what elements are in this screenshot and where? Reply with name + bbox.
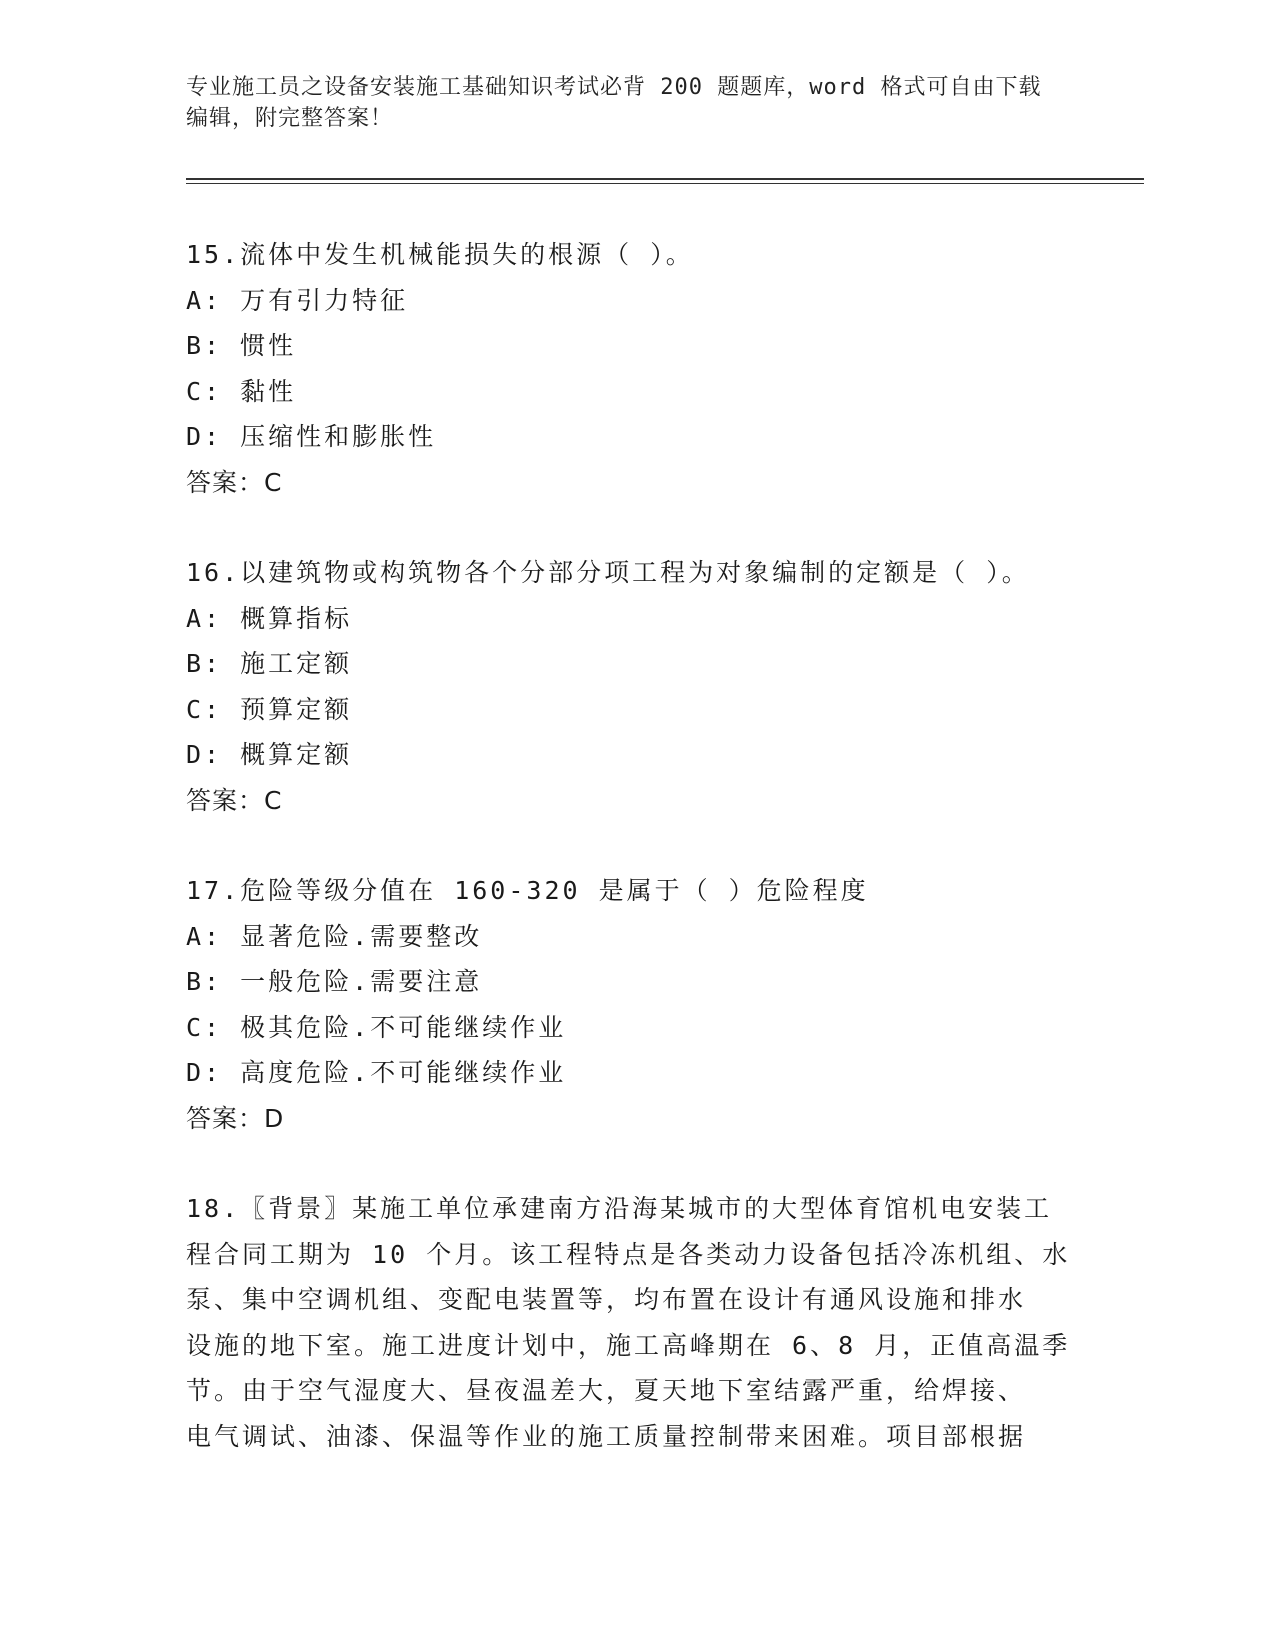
option-a: A: 万有引力特征: [186, 285, 409, 315]
option-c: C: 预算定额: [186, 694, 353, 724]
question-17: [186, 868, 1066, 1141]
question-list: [186, 232, 1071, 1459]
option-a: A: 概算指标: [186, 603, 353, 633]
question-stem: 17.危险等级分值在 160-320 是属于（ ）危险程度: [186, 876, 869, 905]
answer: 答案：C: [186, 785, 283, 815]
option-d: D: 高度危险.不可能继续作业: [186, 1058, 567, 1087]
document-header: [186, 72, 1066, 134]
question-18-line-6: 电气调试、油漆、保温等作业的施工质量控制带来困难。项目部根据: [186, 1421, 1027, 1451]
option-b: B: 施工定额: [186, 649, 353, 678]
option-d: D: 压缩性和膨胀性: [186, 422, 437, 451]
question-15: [186, 232, 1066, 505]
answer: 答案：C: [186, 467, 283, 497]
option-a: A: 显著危险.需要整改: [186, 921, 483, 951]
question-18-line-1: 18.〖背景〗某施工单位承建南方沿海某城市的大型体育馆机电安装工: [186, 1194, 1053, 1223]
question-stem: 15.流体中发生机械能损失的根源（ ）。: [186, 240, 694, 269]
option-c: C: 极其危险.不可能继续作业: [186, 1012, 567, 1042]
option-d: D: 概算定额: [186, 740, 353, 769]
question-18-line-5: 节。由于空气湿度大、昼夜温差大，夏天地下室结露严重，给焊接、: [186, 1376, 1027, 1405]
header-divider-thick: [186, 178, 1144, 180]
header-divider-thin: [186, 183, 1144, 184]
option-b: B: 一般危险.需要注意: [186, 967, 483, 996]
question-18-line-3: 泵、集中空调机组、变配电装置等，均布置在设计有通风设施和排水: [186, 1285, 1027, 1314]
spacer: [186, 823, 1066, 868]
question-18-line-4: 设施的地下室。施工进度计划中，施工高峰期在 6、8 月，正值高温季: [186, 1330, 1071, 1360]
question-stem: 16.以建筑物或构筑物各个分部分项工程为对象编制的定额是（ ）。: [186, 558, 1030, 587]
spacer: [186, 1141, 1066, 1186]
header-title-line-1: 专业施工员之设备安装施工基础知识考试必背 200 题题库，word 格式可自由下载: [186, 75, 1042, 100]
option-c: C: 黏性: [186, 376, 297, 406]
option-b: B: 惯性: [186, 331, 297, 360]
question-16: [186, 550, 1066, 823]
spacer: [186, 505, 1066, 550]
header-title-line-2: 编辑，附完整答案！: [186, 106, 394, 131]
question-18: [186, 1186, 1071, 1459]
question-18-line-2: 程合同工期为 10 个月。该工程特点是各类动力设备包括冷冻机组、水: [186, 1239, 1071, 1269]
answer: 答案：D: [186, 1103, 285, 1133]
